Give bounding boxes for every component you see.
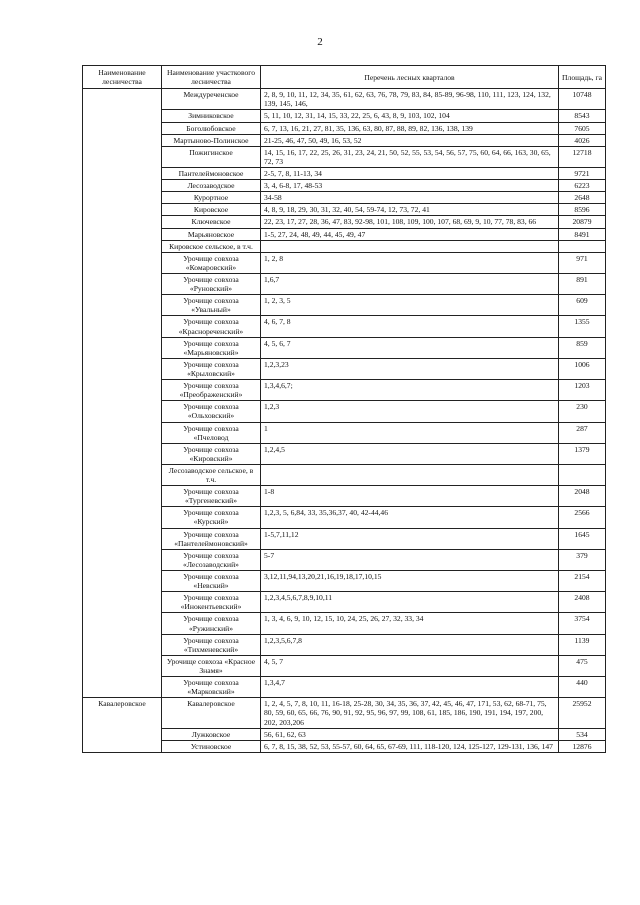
- area-value: 8543: [559, 110, 606, 122]
- table-row: [83, 240, 606, 252]
- table-row: [83, 443, 606, 464]
- site-name: Урочище совхоза «Марковский»: [162, 677, 261, 698]
- quarters-list: 1, 2, 8: [261, 252, 559, 273]
- area-value: 4026: [559, 134, 606, 146]
- area-value: 2154: [559, 571, 606, 592]
- site-name: Урочище совхоза «Пантелеймоновский»: [162, 528, 261, 549]
- table-row: [83, 486, 606, 507]
- quarters-list: 1, 2, 3, 5: [261, 295, 559, 316]
- table-row: [83, 507, 606, 528]
- site-name: Урочище совхоза «Комаровский»: [162, 252, 261, 273]
- quarters-list: 56, 61, 62, 63: [261, 728, 559, 740]
- quarters-list: 1,6,7: [261, 273, 559, 294]
- area-value: 440: [559, 677, 606, 698]
- area-value: 20879: [559, 216, 606, 228]
- quarters-list: 1,3,4,7: [261, 677, 559, 698]
- area-value: 12718: [559, 146, 606, 167]
- quarters-list: 1, 3, 4, 6, 9, 10, 12, 15, 10, 24, 25, 26, 27, 32, 33, 34: [261, 613, 559, 634]
- site-name: Урочище совхоза «Кировский»: [162, 443, 261, 464]
- quarters-list: 21-25, 46, 47, 50, 49, 16, 53, 52: [261, 134, 559, 146]
- quarters-list: 4, 6, 7, 8: [261, 316, 559, 337]
- site-name: Мартыново-Полинское: [162, 134, 261, 146]
- table-row: [83, 134, 606, 146]
- quarters-list: 2-5, 7, 8, 11-13, 34: [261, 167, 559, 179]
- quarters-list: 3,12,11,94,13,20,21,16,19,18,17,10,15: [261, 571, 559, 592]
- area-value: 1645: [559, 528, 606, 549]
- area-value: 6223: [559, 180, 606, 192]
- table-row: [83, 273, 606, 294]
- table-row: [83, 728, 606, 740]
- table-row: [83, 401, 606, 422]
- table-row: [83, 204, 606, 216]
- site-name: Урочище совхоза «Невский»: [162, 571, 261, 592]
- site-name: Лесозаводское сельское, в т.ч.: [162, 464, 261, 485]
- table-row: [83, 655, 606, 676]
- quarters-list: 1, 2, 4, 5, 7, 8, 10, 11, 16-18, 25-28, 30, 34, 35, 36, 37, 42, 45, 46, 47, 171, 53, 62, 68-71, 75, 80, 59, 60, 65, 66, 76, 90, 91, 92, 95, 96, 97, 99, 108, 61, 185, 186, 190, 191, 194, 197, 200, 202, 203,206: [261, 698, 559, 728]
- area-value: 2648: [559, 192, 606, 204]
- quarters-list: 1,2,3,23: [261, 358, 559, 379]
- table-body: [83, 89, 606, 753]
- quarters-list: [261, 240, 559, 252]
- table-row: [83, 122, 606, 134]
- site-name: Кавалеровское: [162, 698, 261, 728]
- table-row: [83, 571, 606, 592]
- site-name: Урочище совхоза «Преображенский»: [162, 380, 261, 401]
- quarters-list: 6, 7, 13, 16, 21, 27, 81, 35, 136, 63, 80, 87, 88, 89, 82, 136, 138, 139: [261, 122, 559, 134]
- site-name: Зимниковское: [162, 110, 261, 122]
- site-name: Урочище совхоза «Крыловский»: [162, 358, 261, 379]
- site-name: Урочище совхоза «Красное Знамя»: [162, 655, 261, 676]
- table-row: [83, 89, 606, 110]
- header-district: Наименование лесничества: [83, 66, 162, 89]
- site-name: Пантелеймоновское: [162, 167, 261, 179]
- site-name: Курортное: [162, 192, 261, 204]
- area-value: 287: [559, 422, 606, 443]
- site-name: Марьяновское: [162, 228, 261, 240]
- table-row: [83, 146, 606, 167]
- quarters-list: [261, 464, 559, 485]
- area-value: 230: [559, 401, 606, 422]
- site-name: Урочище совхоза «Марьяновский»: [162, 337, 261, 358]
- table-row: [83, 613, 606, 634]
- area-value: 609: [559, 295, 606, 316]
- site-name: Пожигинское: [162, 146, 261, 167]
- area-value: 2048: [559, 486, 606, 507]
- site-name: Урочище совхоза «Ружинский»: [162, 613, 261, 634]
- site-name: Междуреченское: [162, 89, 261, 110]
- site-name: Урочище совхоза «Тургеневский»: [162, 486, 261, 507]
- quarters-list: 1,2,4,5: [261, 443, 559, 464]
- quarters-list: 22, 23, 17, 27, 28, 36, 47, 83, 92-98, 101, 108, 109, 100, 107, 68, 69, 9, 10, 77, 78, 83, 66: [261, 216, 559, 228]
- table-row: [83, 358, 606, 379]
- header-site: Наименование участкового лесничества: [162, 66, 261, 89]
- quarters-list: 4, 8, 9, 18, 29, 30, 31, 32, 40, 54, 59-74, 12, 73, 72, 41: [261, 204, 559, 216]
- site-name: Урочище совхоза «Тихменевский»: [162, 634, 261, 655]
- area-value: 7605: [559, 122, 606, 134]
- site-name: Урочище совхоза «Краснореченский»: [162, 316, 261, 337]
- area-value: 379: [559, 549, 606, 570]
- quarters-list: 2, 8, 9, 10, 11, 12, 34, 35, 61, 62, 63, 76, 78, 79, 83, 84, 85-89, 96-98, 110, 111, 123, 124, 132, 139, 145, 146,: [261, 89, 559, 110]
- forest-quarters-table: [82, 65, 606, 753]
- page-number: 2: [317, 36, 323, 48]
- quarters-list: 1,2,3,5,6,7,8: [261, 634, 559, 655]
- quarters-list: 1-8: [261, 486, 559, 507]
- quarters-list: 1,2,3, 5, 6,84, 33, 35,36,37, 40, 42-44,46: [261, 507, 559, 528]
- area-value: 534: [559, 728, 606, 740]
- table-row: [83, 110, 606, 122]
- quarters-list: 1-5,7,11,12: [261, 528, 559, 549]
- quarters-list: 5-7: [261, 549, 559, 570]
- site-name: Лесозаводское: [162, 180, 261, 192]
- quarters-list: 4, 5, 7: [261, 655, 559, 676]
- area-value: 25952: [559, 698, 606, 728]
- site-name: Урочище совхоза «Увальный»: [162, 295, 261, 316]
- area-value: 12876: [559, 740, 606, 752]
- quarters-list: 1,2,3,4,5,6,7,8,9,10,11: [261, 592, 559, 613]
- table-row: [83, 528, 606, 549]
- site-name: Урочище совхоза «Курский»: [162, 507, 261, 528]
- area-value: 1006: [559, 358, 606, 379]
- area-value: 891: [559, 273, 606, 294]
- area-value: 2408: [559, 592, 606, 613]
- quarters-list: 1,2,3: [261, 401, 559, 422]
- quarters-list: 1,3,4,6,7;: [261, 380, 559, 401]
- table-row: [83, 422, 606, 443]
- district-name: Кавалеровское: [83, 698, 162, 753]
- site-name: Урочище совхоза «Лесозаводский»: [162, 549, 261, 570]
- table-row: [83, 380, 606, 401]
- table-row: [83, 167, 606, 179]
- table-row: [83, 337, 606, 358]
- quarters-list: 6, 7, 8, 15, 38, 52, 53, 55-57, 60, 64, 65, 67-69, 111, 118-120, 124, 125-127, 129-131, 136, 147: [261, 740, 559, 752]
- table-row: [83, 634, 606, 655]
- table-row: [83, 295, 606, 316]
- area-value: 8596: [559, 204, 606, 216]
- area-value: 1379: [559, 443, 606, 464]
- quarters-list: 3, 4, 6-8, 17, 48-53: [261, 180, 559, 192]
- area-value: 1139: [559, 634, 606, 655]
- district-name: [83, 89, 162, 698]
- quarters-list: 14, 15, 16, 17, 22, 25, 26, 31, 23, 24, 21, 50, 52, 55, 53, 54, 56, 57, 75, 60, 64, 66, 163, 30, 65, 72, 73: [261, 146, 559, 167]
- site-name: Урочище совхоза «Ольховский»: [162, 401, 261, 422]
- site-name: Урочище совхоза «Пчеловод: [162, 422, 261, 443]
- site-name: Лужковское: [162, 728, 261, 740]
- area-value: 859: [559, 337, 606, 358]
- area-value: [559, 464, 606, 485]
- area-value: 3754: [559, 613, 606, 634]
- site-name: Устиновское: [162, 740, 261, 752]
- table-header-row: [83, 66, 606, 89]
- quarters-list: 1: [261, 422, 559, 443]
- quarters-list: 1-5, 27, 24, 48, 49, 44, 45, 49, 47: [261, 228, 559, 240]
- area-value: 1355: [559, 316, 606, 337]
- area-value: [559, 240, 606, 252]
- area-value: 9721: [559, 167, 606, 179]
- table-row: [83, 740, 606, 752]
- site-name: Кировское: [162, 204, 261, 216]
- table-row: [83, 180, 606, 192]
- area-value: 1203: [559, 380, 606, 401]
- header-area: Площадь, га: [559, 66, 606, 89]
- table-row: [83, 464, 606, 485]
- area-value: 971: [559, 252, 606, 273]
- site-name: Боголюбовское: [162, 122, 261, 134]
- site-name: Ключевское: [162, 216, 261, 228]
- table-row: [83, 192, 606, 204]
- area-value: 10748: [559, 89, 606, 110]
- area-value: 475: [559, 655, 606, 676]
- quarters-list: 4, 5, 6, 7: [261, 337, 559, 358]
- table-row: [83, 316, 606, 337]
- table-row: [83, 592, 606, 613]
- site-name: Урочище совхоза «Инокентьевский»: [162, 592, 261, 613]
- area-value: 8491: [559, 228, 606, 240]
- header-quarters: Перечень лесных кварталов: [261, 66, 559, 89]
- table-row: [83, 549, 606, 570]
- quarters-list: 5, 11, 10, 12, 31, 14, 15, 33, 22, 25, 6, 43, 8, 9, 103, 102, 104: [261, 110, 559, 122]
- area-value: 2566: [559, 507, 606, 528]
- table-row: [83, 698, 606, 728]
- quarters-list: 34-58: [261, 192, 559, 204]
- table-row: [83, 216, 606, 228]
- table-row: [83, 228, 606, 240]
- table-row: [83, 677, 606, 698]
- site-name: Урочище совхоза «Руновский»: [162, 273, 261, 294]
- table-row: [83, 252, 606, 273]
- site-name: Кировское сельское, в т.ч.: [162, 240, 261, 252]
